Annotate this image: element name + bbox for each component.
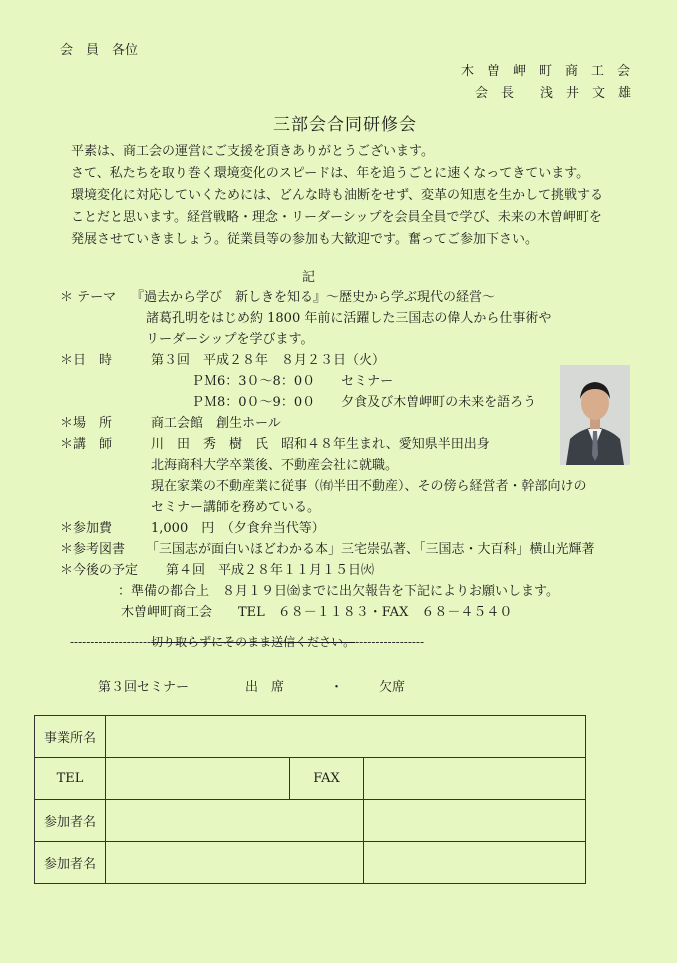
reply-note: ：準備の都合上 ８月１９日㈮までに出欠報告を下記によりお願いします。 <box>118 584 559 599</box>
body-line-5: 発展させていきましょう。従業員等の参加も大歓迎です。奮ってご参加下さい。 <box>71 232 538 247</box>
attendance-absent[interactable]: 欠席 <box>379 680 406 695</box>
attendance-seminar: 第３回セミナー <box>98 680 190 695</box>
cut-line-text: 切り取らずにそのまま送信ください。 <box>151 635 356 649</box>
next-value: 第４回 平成２８年１１月１５日㈫ <box>166 563 375 578</box>
books-label: ＊参考図書 <box>60 542 126 557</box>
form-row-tel <box>35 758 586 800</box>
fee-value: 1,000 円 （夕食弁当代等） <box>151 521 325 536</box>
ki-heading: 記 <box>302 270 316 285</box>
datetime-label: ＊日 時 <box>60 353 113 368</box>
lecturer-value: 川 田 秀 樹 氏 昭和４８年生まれ、愛知県半田出身 <box>151 437 490 452</box>
theme-label: ＊ テーマ <box>60 290 117 305</box>
fee-label: ＊参加費 <box>60 521 113 536</box>
cut-line <box>70 633 576 650</box>
time-slot-1: ＰＭ6：3０～8：0０ セミナー <box>191 374 394 389</box>
sender-name: 会 長 浅 井 文 雄 <box>475 86 632 101</box>
addressee: 会 員 各位 <box>60 43 139 58</box>
theme-sub-1: 諸葛孔明をはじめ約 1800 年前に活躍した三国志の偉人から仕事術や <box>146 311 552 326</box>
body-line-4: ことだと思います。経営戦略・理念・リーダーシップを会員全員で学び、未来の木曽岬町を <box>71 210 602 225</box>
participant-1-input-a[interactable] <box>106 800 364 842</box>
reply-form <box>34 715 586 884</box>
participant-2-input-b[interactable] <box>364 842 586 884</box>
office-label: 事業所名 <box>35 716 106 758</box>
participant-2-input-a[interactable] <box>106 842 364 884</box>
time-slot-2: ＰＭ8：0０～9：0０ 夕食及び木曽岬町の未来を語ろう <box>191 395 537 410</box>
form-row-participant-1 <box>35 800 586 842</box>
page-title: 三部会合同研修会 <box>273 115 417 135</box>
next-label: ＊今後の予定 <box>60 563 139 578</box>
theme-sub-2: リーダーシップを学びます。 <box>146 332 314 347</box>
place-value: 商工会館 創生ホール <box>151 416 281 431</box>
books-value: 「三国志が面白いほどわかる本」三宅崇弘著、「三国志・大百科」横山光輝著 <box>146 542 595 557</box>
fax-input[interactable] <box>364 758 586 800</box>
lecturer-sub-2: 現在家業の不動産業に従事（㈲半田不動産）、その傍ら経営者・幹部向けの <box>151 479 587 494</box>
form-row-office <box>35 716 586 758</box>
attendance-separator: ・ <box>330 680 344 695</box>
lecturer-label: ＊講 師 <box>60 437 113 452</box>
contact-line: 木曽岬町商工会 TEL ６８－１１８３・FAX ６８－４５４０ <box>121 605 513 620</box>
attendance-present[interactable]: 出 席 <box>245 680 285 695</box>
participant-1-label: 参加者名 <box>35 800 106 842</box>
datetime-value: 第３回 平成２８年 ８月２３日（火） <box>151 353 386 368</box>
fax-label: FAX <box>290 758 364 800</box>
body-line-2: さて、私たちを取り巻く環境変化のスピードは、年を追うごとに速くなってきています。 <box>71 166 590 181</box>
form-row-participant-2 <box>35 842 586 884</box>
org-name: 木 曽 岬 町 商 工 会 <box>461 64 631 79</box>
participant-2-label: 参加者名 <box>35 842 106 884</box>
office-input[interactable] <box>106 716 586 758</box>
theme-value: 『過去から学び 新しきを知る』～歴史から学ぶ現代の経営～ <box>131 290 496 305</box>
tel-label: TEL <box>35 758 106 800</box>
cut-line-dashes-left: -------------------- <box>70 635 152 649</box>
body-line-1: 平素は、商工会の運営にご支援を頂きありがとうございます。 <box>71 144 434 159</box>
portrait-icon <box>560 365 630 465</box>
participant-1-input-b[interactable] <box>364 800 586 842</box>
lecturer-sub-3: セミナー講師を務めている。 <box>151 500 321 515</box>
lecturer-sub-1: 北海商科大学卒業後、不動産会社に就職。 <box>151 458 399 473</box>
cut-line-dashes-right: ----------------- <box>355 635 425 649</box>
body-line-3: 環境変化に対応していくためには、どんな時も油断をせず、変革の知恵を生かして挑戦する <box>71 188 603 203</box>
portrait-image <box>560 365 630 465</box>
place-label: ＊場 所 <box>60 416 113 431</box>
tel-input[interactable] <box>106 758 290 800</box>
